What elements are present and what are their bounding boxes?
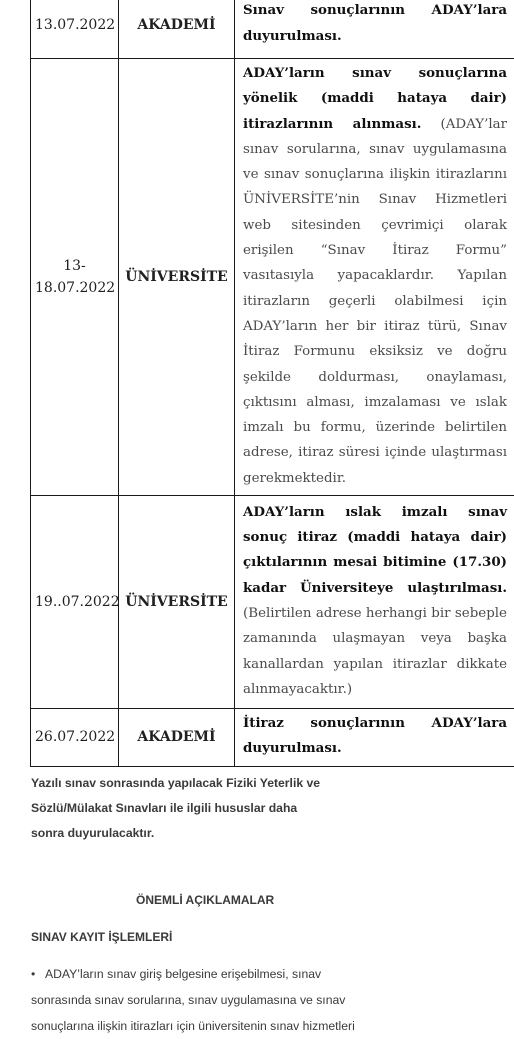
row-description-bold: ADAY’ların ıslak imzalı sınav sonuç itiraz (maddi hataya dair) çıktılarının mesai bitimine (17.30) kadar Üniversiteye ulaştırılması. bbox=[243, 504, 507, 596]
row-description bbox=[235, 709, 514, 767]
table-row bbox=[31, 0, 514, 59]
list-item-text: ADAY’ların sınav giriş belgesine erişebilmesi, sınav sonrasında sınav sorularına, sınav uygulamasına ve sınav sonuçlarına ilişkin itirazları için üniversitenin sınav hizmetleri bbox=[31, 967, 355, 1033]
schedule-table bbox=[30, 0, 514, 767]
table-row bbox=[31, 59, 514, 496]
row-date: 19..07.2022 bbox=[31, 496, 119, 709]
announcement-note: Yazılı sınav sonrasında yapılacak Fiziki Yeterlik ve Sözlü/Mülakat Sınavları ile ilgili hususlar daha sonra duyurulacaktır. bbox=[31, 771, 331, 846]
row-party: AKADEMİ bbox=[119, 0, 235, 59]
row-description bbox=[235, 0, 514, 59]
row-party: AKADEMİ bbox=[119, 709, 235, 767]
row-date: 13.07.2022 bbox=[31, 0, 119, 59]
table-row bbox=[31, 709, 514, 767]
row-party: ÜNİVERSİTE bbox=[119, 496, 235, 709]
row-date: 26.07.2022 bbox=[31, 709, 119, 767]
row-party: ÜNİVERSİTE bbox=[119, 59, 235, 496]
row-description-bold: ADAY’ların sınav sonuçlarına yönelik (maddi hataya dair) itirazlarının alınması. bbox=[243, 65, 507, 132]
table-row bbox=[31, 496, 514, 709]
bullet-icon: • bbox=[31, 961, 45, 987]
row-description bbox=[235, 59, 514, 496]
row-description bbox=[235, 496, 514, 709]
section-heading: ÖNEMLİ AÇIKLAMALAR bbox=[136, 893, 274, 907]
row-description-bold: İtiraz sonuçlarının ADAY’lara duyurulması. bbox=[243, 715, 507, 756]
row-description-bold: Sınav sonuçlarının ADAY’lara duyurulması. bbox=[243, 2, 507, 43]
row-description-normal: (Belirtilen adrese herhangi bir sebeple zamanında ulaşmayan veya başka kanallardan yapılan itirazlar dikkate alınmayacaktır.) bbox=[243, 606, 507, 697]
row-description-normal: (ADAY’lar sınav sorularına, sınav uygulamasına ve sınav sonuçlarına ilişkin itirazlarını ÜNİVERSİTE’nin Sınav Hizmetleri web sitesinden çevrimiçi olarak erişilen “Sınav İtiraz Formu” vasıtasıyla yapacaklardır. Yapılan itirazların geçerli olabilmesi için ADAY’ların her bir itiraz türü, Sınav İtiraz Formunu eksiksiz ve doğru şekilde doldurması, onaylaması, çıktısını alması, imzalaması ve ıslak imzalı bu formu, üzerinde belirtilen adrese, itiraz süresi içinde ulaştırması gerekmektedir. bbox=[243, 117, 507, 486]
list-item bbox=[31, 961, 371, 1039]
row-date: 13-18.07.2022 bbox=[31, 59, 119, 496]
subsection-heading: SINAV KAYIT İŞLEMLERİ bbox=[31, 930, 172, 944]
